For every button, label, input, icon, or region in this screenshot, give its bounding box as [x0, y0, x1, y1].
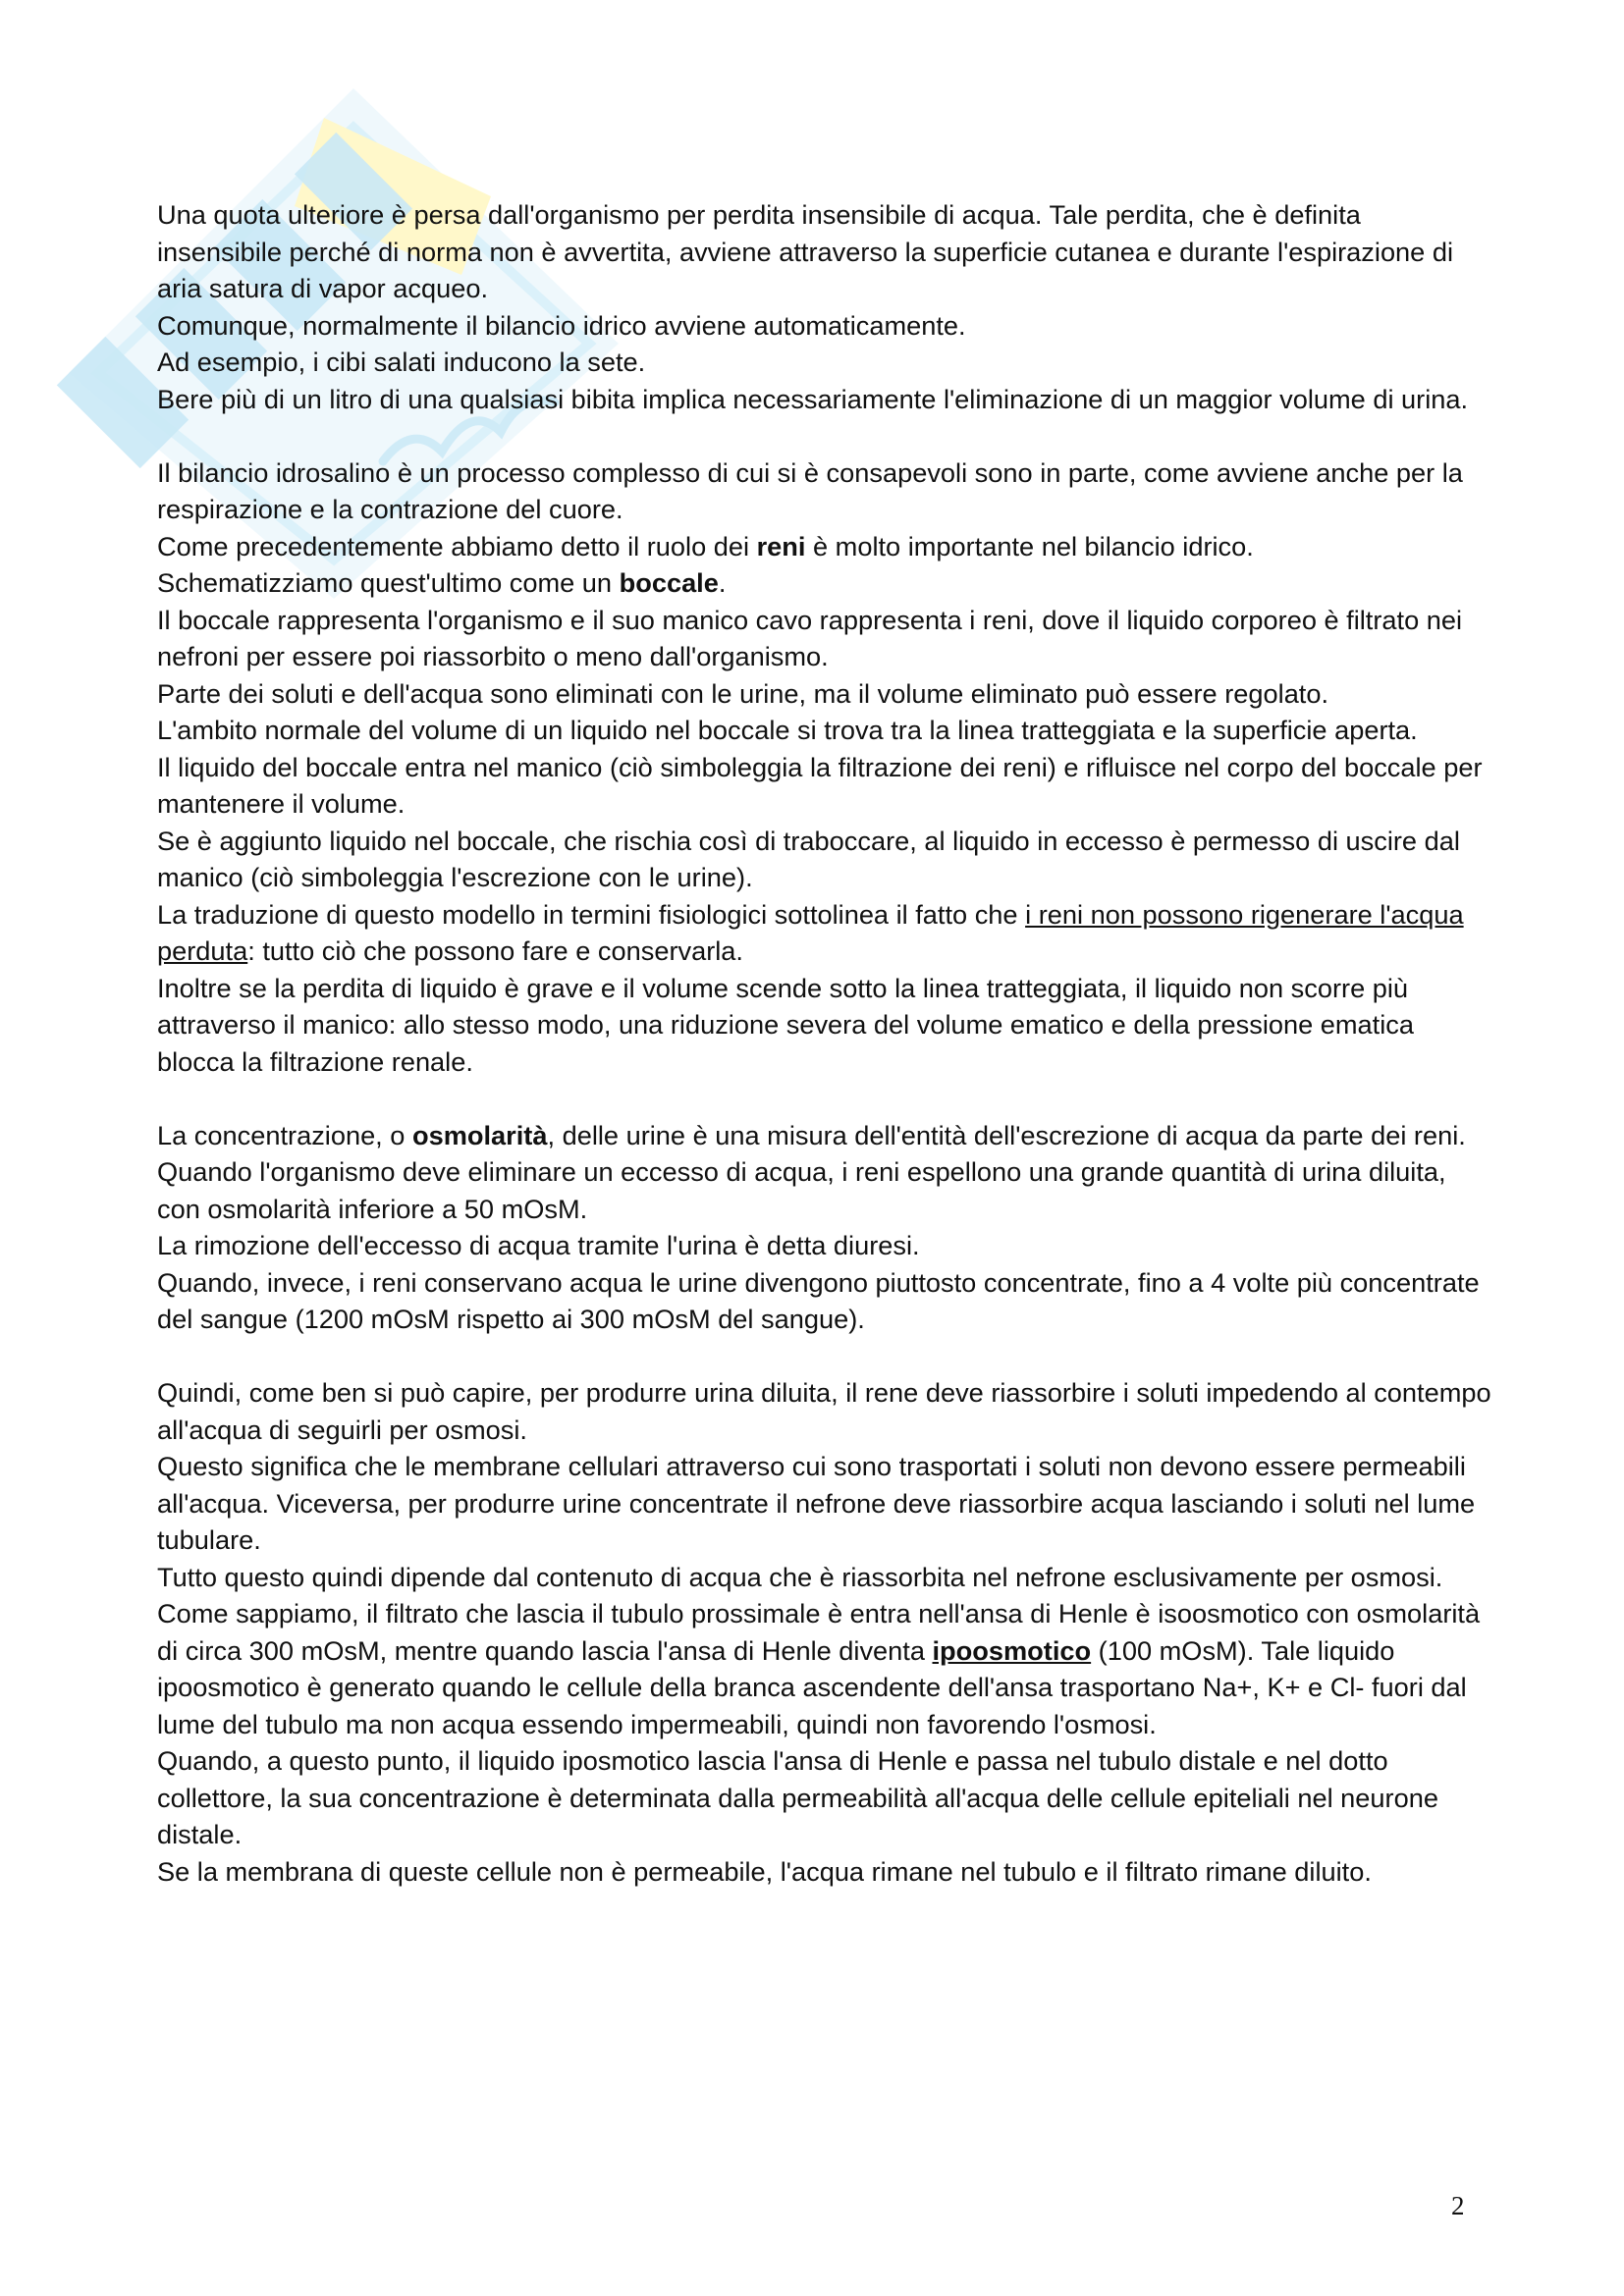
text-line: Tutto questo quindi dipende dal contenuto di acqua che è riassorbita nel nefrone esclusivamente per osmosi. [157, 1561, 1443, 1592]
text-line-reni: Come precedentemente abbiamo detto il ruolo dei reni è molto importante nel bilancio idrico. [157, 530, 1254, 561]
text-line: Quando, a questo punto, il liquido iposmotico lascia l'ansa di Henle e passa nel tubulo distale e nel dotto collettore, la sua concentrazione è determinata dalla permeabilità all'acqua delle cellule epiteliali nel neurone distale. [157, 1745, 1438, 1849]
bold-term-reni: reni [756, 530, 806, 561]
text-line: Comunque, normalmente il bilancio idrico avviene automaticamente. [157, 309, 966, 341]
text-line: Quindi, come ben si può capire, per produrre urina diluita, il rene deve riassorbire i soluti impedendo al contempo all'acqua di seguirli per osmosi. [157, 1377, 1491, 1445]
text-line: Inoltre se la perdita di liquido è grave e il volume scende sotto la linea tratteggiata, il liquido non scorre più attraverso il manico: allo stesso modo, una riduzione severa del volume ematico e della pressione ematica blocca la filtrazione renale. [157, 972, 1414, 1077]
paragraph-insensible-loss [157, 196, 1492, 417]
document-body [157, 196, 1492, 1927]
paragraph-water-balance [157, 454, 1492, 1081]
text-line-ipoosmotico: Come sappiamo, il filtrato che lascia il tubulo prossimale è entra nell'ansa di Henle è isoosmotico con osmolarità di circa 300 mOsM, mentre quando lascia l'ansa di Henle diventa ipoosmotico (100 mOsM). Tale liquido ipoosmotico è generato quando le cellule della branca ascendente dell'ansa trasportano Na+, K+ e Cl- fuori dal lume del tubulo ma non acqua essendo impermeabili, quindi non favorendo l'osmosi. [157, 1598, 1481, 1739]
text-line: L'ambito normale del volume di un liquido nel boccale si trova tra la linea tratteggiata e la superficie aperta. [157, 715, 1418, 745]
text-line: Bere più di un litro di una qualsiasi bibita implica necessariamente l'eliminazione di un maggior volume di urina. [157, 383, 1469, 414]
text-line-osmolarita: La concentrazione, o osmolarità, delle urine è una misura dell'entità dell'escrezione di acqua da parte dei reni. [157, 1119, 1466, 1150]
text-line-traduzione: La traduzione di questo modello in termini fisiologici sottolinea il fatto che i reni non possono rigenerare l'acqua perduta: tutto ciò che possono fare e conservarla. [157, 898, 1464, 966]
text-line: Se la membrana di queste cellule non è permeabile, l'acqua rimane nel tubulo e il filtrato rimane diluito. [157, 1855, 1372, 1887]
text-line: La rimozione dell'eccesso di acqua tramite l'urina è detta diuresi. [157, 1230, 920, 1260]
underlined-phrase: i reni non possono rigenerare l'acqua perduta [157, 898, 1464, 966]
text-line: Il bilancio idrosalino è un processo complesso di cui si è consapevoli sono in parte, come avviene anche per la respirazione e la contrazione del cuore. [157, 456, 1463, 524]
text-line: Quando, invece, i reni conservano acqua le urine divengono piuttosto concentrate, fino a 4 volte più concentrate del sangue (1200 mOsM rispetto ai 300 mOsM del sangue). [157, 1266, 1480, 1334]
bold-term-boccale: boccale [619, 567, 719, 598]
bold-underlined-term-ipoosmotico: ipoosmotico [932, 1634, 1092, 1666]
text-line: Il boccale rappresenta l'organismo e il suo manico cavo rappresenta i reni, dove il liquido corporeo è filtrato nei nefroni per essere poi riassorbito o meno dall'organismo. [157, 604, 1463, 671]
text-line: Ad esempio, i cibi salati inducono la sete. [157, 347, 646, 377]
text-line: Se è aggiunto liquido nel boccale, che rischia così di traboccare, al liquido in eccesso è permesso di uscire dal manico (ciò simboleggia l'escrezione con le urine). [157, 825, 1460, 892]
text-line-boccale: Schematizziamo quest'ultimo come un boccale. [157, 567, 727, 598]
paragraph-dilute-urine [157, 1374, 1492, 1890]
bold-term-osmolarita: osmolarità [411, 1119, 548, 1150]
text-line: Il liquido del boccale entra nel manico (ciò simboleggia la filtrazione dei reni) e rifluisce nel corpo del boccale per mantenere il volume. [157, 751, 1483, 819]
text-line: Questo significa che le membrane cellulari attraverso cui sono trasportati i soluti non devono essere permeabili all'acqua. Viceversa, per produrre urine concentrate il nefrone deve riassorbire acqua lasciando i soluti nel lume tubulare. [157, 1451, 1476, 1555]
page-number: 2 [1451, 2191, 1465, 2220]
paragraph-osmolarity [157, 1117, 1492, 1338]
text-line: Quando l'organismo deve eliminare un eccesso di acqua, i reni espellono una grande quantità di urina diluita, con osmolarità inferiore a 50 mOsM. [157, 1156, 1446, 1224]
text-line: Una quota ulteriore è persa dall'organismo per perdita insensibile di acqua. Tale perdita, che è definita insensibile perché di norma non è avvertita, avviene attraverso la superficie cutanea e durante l'espirazione di aria satura di vapor acqueo. [157, 199, 1454, 303]
text-line: Parte dei soluti e dell'acqua sono eliminati con le urine, ma il volume eliminato può essere regolato. [157, 677, 1329, 709]
